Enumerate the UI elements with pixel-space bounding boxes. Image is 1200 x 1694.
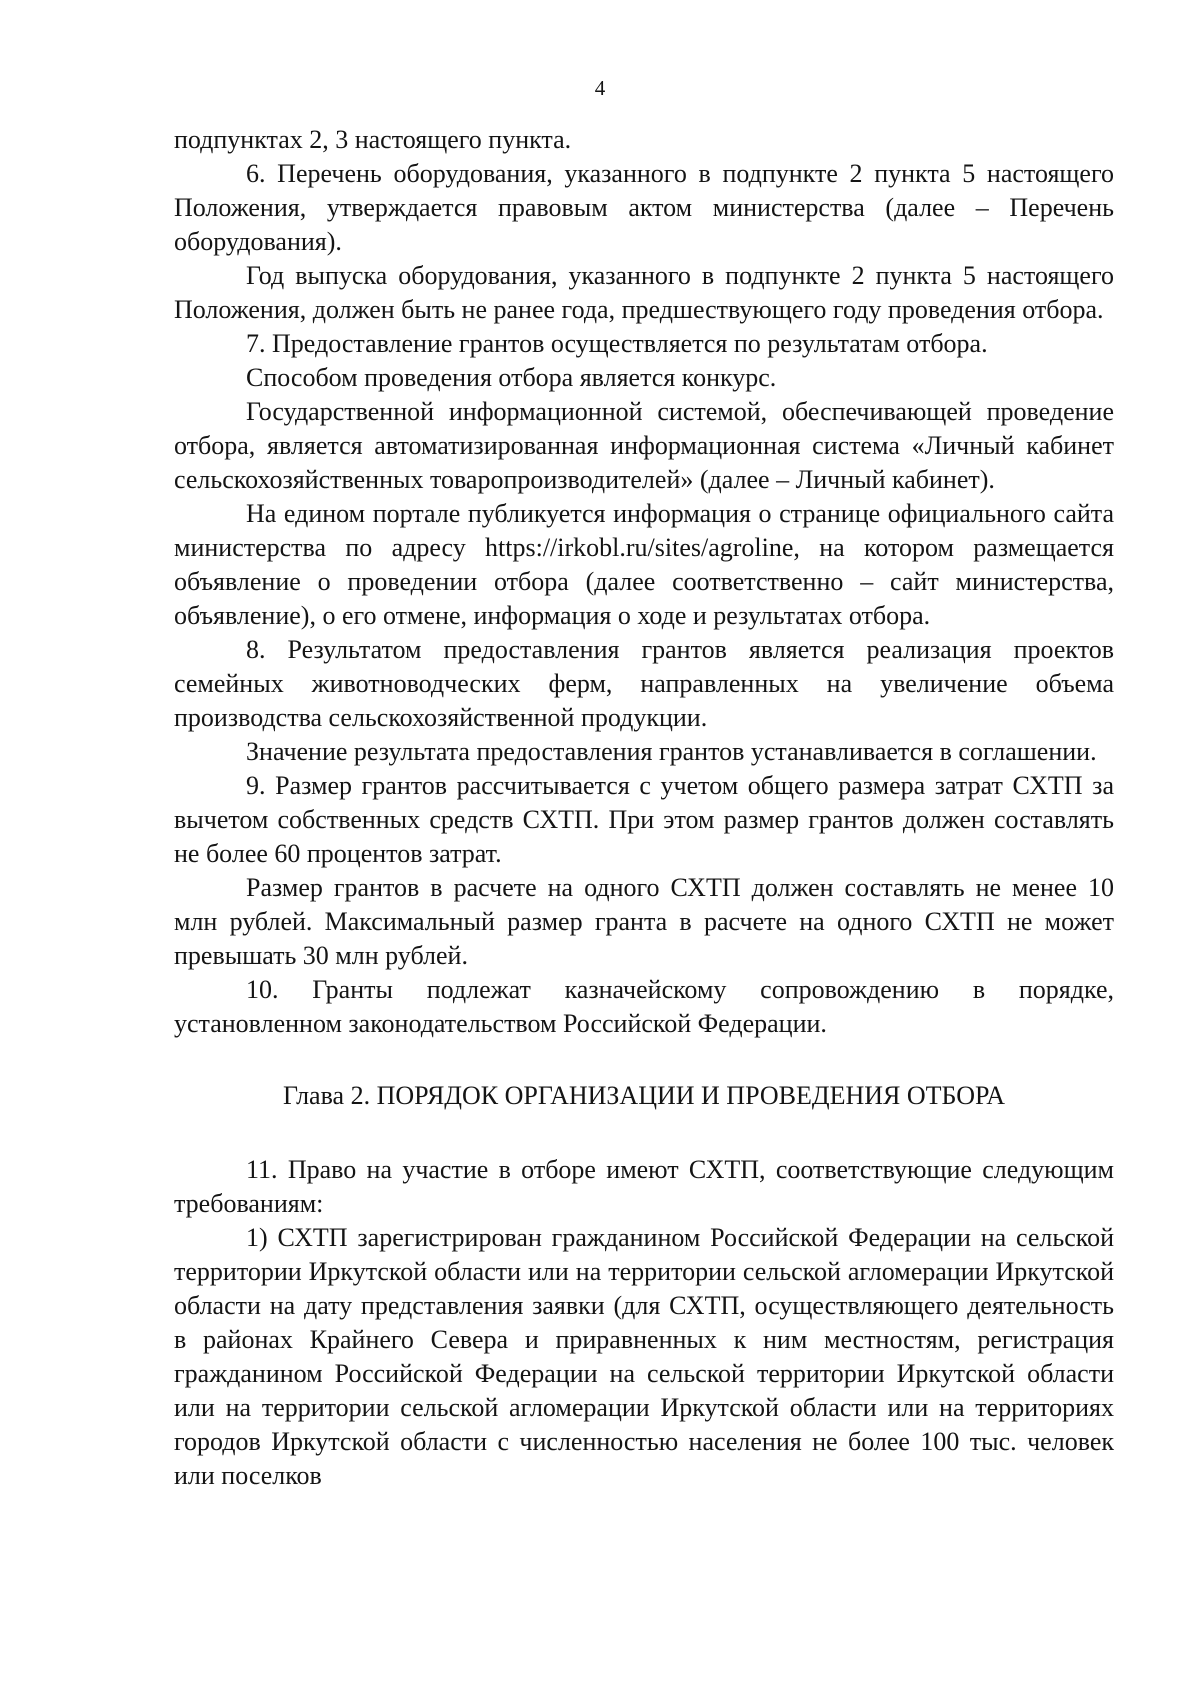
paragraph-portal-publication: На едином портале публикуется информация о странице официального сайта министерства по адресу https://irkobl.ru/sites/agroline, на котором размещается объявление о проведении отбора (далее соответственно – сайт министерства, объявление), о его отмене, информация о ходе и результатах отбора. — [174, 499, 1114, 630]
paragraph-item-9: 9. Размер грантов рассчитывается с учетом общего размера затрат СХТП за вычетом собственных средств СХТП. При этом размер грантов должен составлять не более 60 процентов затрат. — [174, 771, 1114, 868]
paragraph-item-10: 10. Гранты подлежат казначейскому сопровождению в порядке, установленном законодательством Российской Федерации. — [174, 975, 1114, 1038]
paragraph-selection-method: Способом проведения отбора является конкурс. — [246, 363, 777, 392]
paragraph-item-7: 7. Предоставление грантов осуществляется по результатам отбора. — [246, 329, 988, 358]
paragraph-item-11: 11. Право на участие в отборе имеют СХТП, соответствующие следующим требованиям: — [174, 1155, 1114, 1218]
paragraph-grant-size: Размер грантов в расчете на одного СХТП должен составлять не менее 10 млн рублей. Максимальный размер гранта в расчете на одного СХТП не может превышать 30 млн рублей. — [174, 873, 1114, 970]
paragraph-result-value: Значение результата предоставления грантов устанавливается в соглашении. — [246, 737, 1097, 766]
document-body — [174, 123, 1114, 1493]
paragraph-information-system: Государственной информационной системой, обеспечивающей проведение отбора, является автоматизированная информационная система «Личный кабинет сельскохозяйственных товаропроизводителей» (далее – Личный кабинет). — [174, 397, 1114, 494]
paragraph-item-8: 8. Результатом предоставления грантов является реализация проектов семейных животноводческих ферм, направленных на увеличение объема производства сельскохозяйственной продукции. — [174, 635, 1114, 732]
paragraph-subitem-1: 1) СХТП зарегистрирован гражданином Российской Федерации на сельской территории Иркутской области или на территории сельской агломерации Иркутской области на дату представления заявки (для СХТП, осуществляющего деятельность в районах Крайнего Севера и приравненных к ним местностям, регистрация гражданином Российской Федерации на сельской территории Иркутской области или на территории сельской агломерации Иркутской области или на территориях городов Иркутской области с численностью населения не более 100 тыс. человек или поселков — [174, 1223, 1114, 1490]
chapter-heading: Глава 2. ПОРЯДОК ОРГАНИЗАЦИИ И ПРОВЕДЕНИЯ ОТБОРА — [283, 1081, 1005, 1110]
paragraph-equipment-year: Год выпуска оборудования, указанного в подпункте 2 пункта 5 настоящего Положения, должен быть не ранее года, предшествующего году проведения отбора. — [174, 261, 1114, 324]
paragraph-continuation: подпунктах 2, 3 настоящего пункта. — [174, 125, 572, 154]
page-number: 4 — [594, 76, 606, 100]
paragraph-item-6: 6. Перечень оборудования, указанного в подпункте 2 пункта 5 настоящего Положения, утверждается правовым актом министерства (далее – Перечень оборудования). — [174, 159, 1114, 256]
